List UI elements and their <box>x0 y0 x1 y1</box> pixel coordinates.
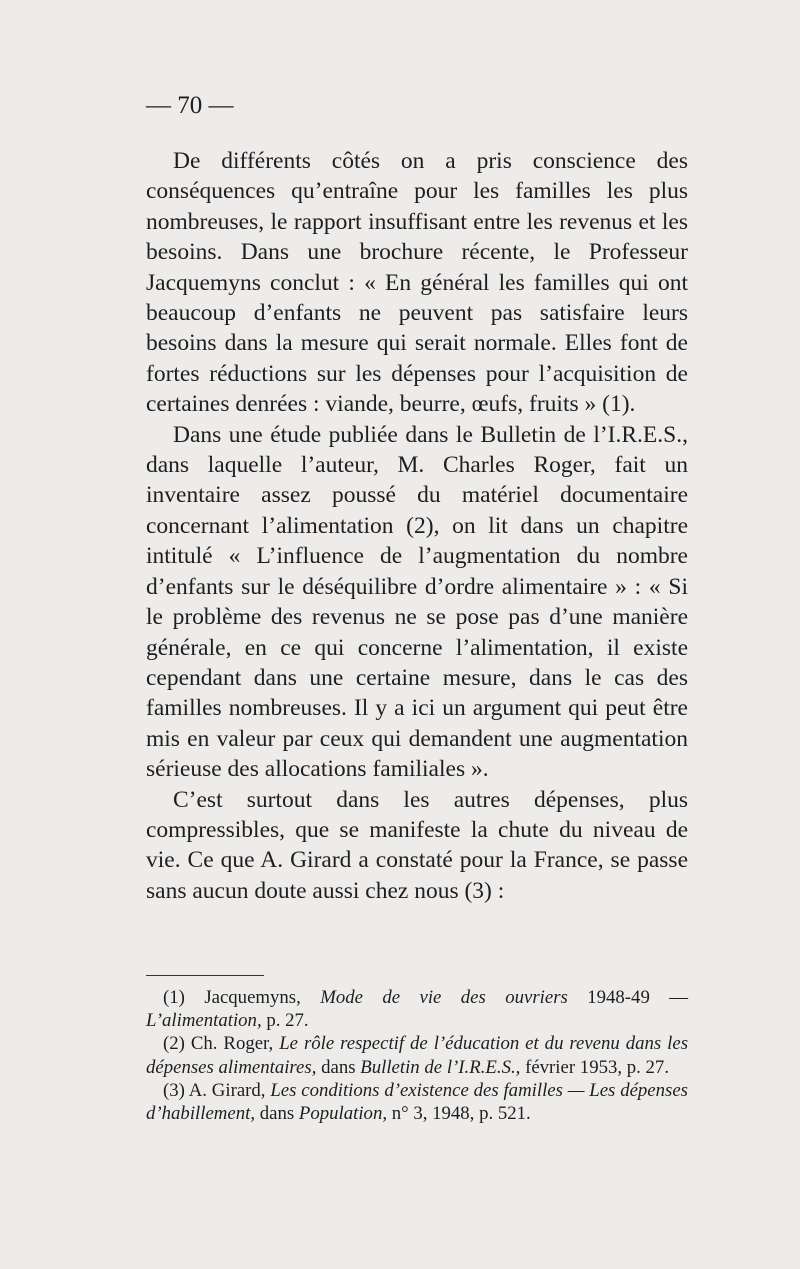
body-text <box>146 146 688 906</box>
footnote-text: février 1953, p. 27. <box>525 1056 670 1078</box>
footnote-text: p. 27. <box>266 1010 309 1032</box>
footnote-title: Le rôle respectif de l’éducation et du revenu dans les dépenses alimentaires, <box>146 1033 689 1078</box>
footnote-title: Population, <box>298 1103 388 1125</box>
footnote-text: dans <box>259 1103 295 1125</box>
footnote <box>146 1032 688 1078</box>
footnotes <box>146 986 688 1125</box>
page-number: — 70 — <box>146 92 234 119</box>
footnote-divider <box>146 975 264 976</box>
paragraph: De différents côtés on a pris conscience des conséquences qu’entraîne pour les familles les plus nombreuses, le rapport insuffisant entre les revenus et les besoins. Dans une brochure récente, le Professeur Jacquemyns conclut : « En général les familles qui ont beaucoup d’enfants ne peuvent pas satisfaire leurs besoins dans la mesure qui serait normale. Elles font de fortes réductions sur les dépenses pour l’acquisition de certaines denrées : viande, beurre, œufs, fruits » (1). <box>146 148 688 418</box>
footnote-title: Les conditions d’existence des familles — Les dépenses d’habillement, <box>146 1079 688 1125</box>
footnote-marker: (2) <box>163 1033 185 1055</box>
footnote <box>146 986 688 1032</box>
footnote-text: n° 3, 1948, p. 521. <box>391 1103 531 1125</box>
paragraph: Dans une étude publiée dans le Bulletin de l’I.R.E.S., dans laquelle l’auteur, M. Charles Roger, fait un inventaire assez poussé du matériel documentaire concernant l’alimentation (2), on lit dans un chapitre intitulé « L’influence de l’augmentation du nombre d’enfants sur le déséquilibre d’ordre alimentaire » : « Si le problème des revenus ne se pose pas d’une manière générale, en ce qui concerne l’alimentation, il existe cependant dans une certaine mesure, dans le cas des familles nombreuses. Il y a ici un argument qui peut être mis en valeur par ceux qui demandent une augmentation sérieuse des allocations familiales ». <box>146 421 688 783</box>
footnote-author: Jacquemyns, <box>204 987 301 1008</box>
footnote-title: Mode de vie des ouvriers <box>320 987 568 1008</box>
footnote-author: Ch. Roger, <box>190 1033 274 1055</box>
paragraph: C’est surtout dans les autres dépenses, plus compressibles, que se manifeste la chute du niveau de vie. Ce que A. Girard a constaté pour la France, se passe sans aucun doute aussi chez nous (3) : <box>146 786 688 904</box>
footnote-text: 1948-49 — <box>587 987 689 1008</box>
footnote-title: Bulletin de l’I.R.E.S., <box>360 1056 521 1078</box>
footnote-text: dans <box>321 1056 356 1078</box>
footnote-title: L’alimentation, <box>146 1010 262 1032</box>
footnote-author: A. Girard, <box>188 1079 266 1101</box>
footnote <box>146 1079 688 1125</box>
footnote-marker: (3) <box>163 1079 185 1101</box>
footnote-marker: (1) <box>163 987 185 1008</box>
